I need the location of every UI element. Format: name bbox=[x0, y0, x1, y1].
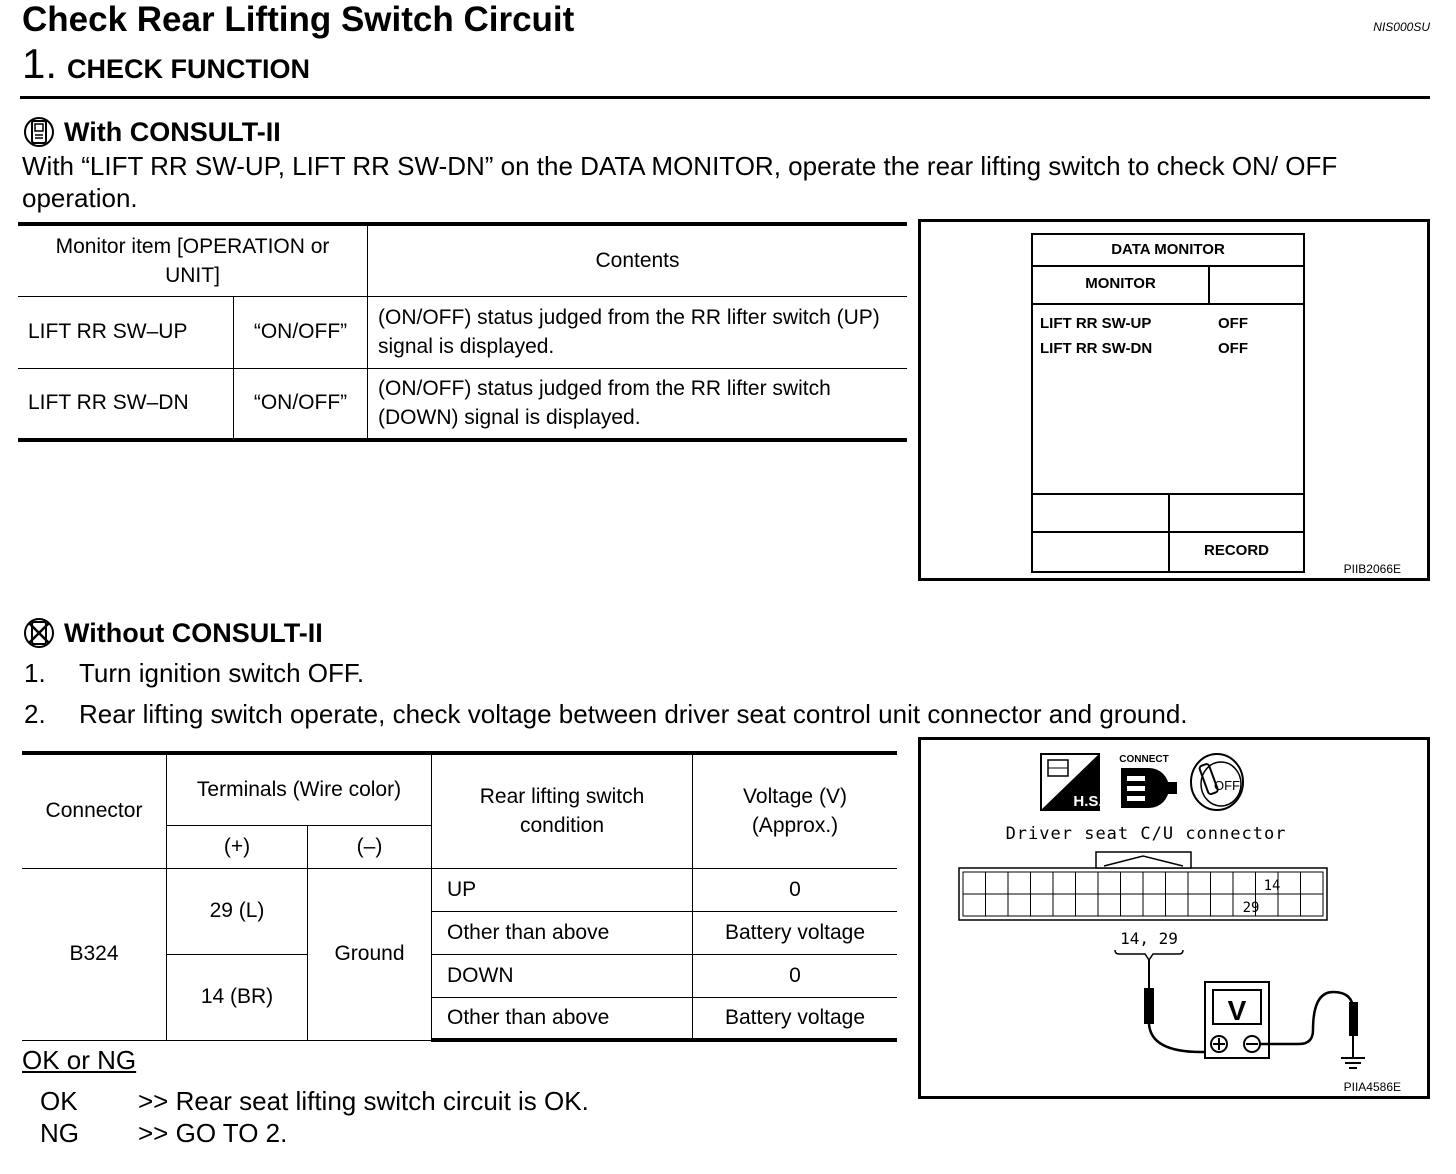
ground-icon bbox=[1260, 992, 1365, 1068]
connector-label: Driver seat C/U connector bbox=[1005, 824, 1287, 844]
monitor-item-header: Monitor item [OPERATION or UNIT] bbox=[18, 224, 368, 296]
monitor-contents: (ON/OFF) status judged from the RR lifter switch (UP) signal is displayed. bbox=[368, 296, 908, 368]
condition-value: Other than above bbox=[432, 997, 693, 1040]
result-heading: OK or NG bbox=[22, 1045, 137, 1075]
test-probe-icon bbox=[1144, 988, 1209, 1052]
data-monitor-screen bbox=[1031, 233, 1305, 573]
monitor-label: MONITOR bbox=[1085, 275, 1156, 292]
step-label: CHECK FUNCTION bbox=[67, 54, 311, 84]
voltage-header: Voltage (V) (Approx.) bbox=[693, 753, 898, 868]
monitor-item-table bbox=[18, 222, 907, 442]
terminal-value: 14 (BR) bbox=[167, 954, 308, 1040]
pin-14-label: 14 bbox=[1263, 878, 1281, 894]
no-consult-tool-icon bbox=[22, 617, 56, 649]
header-divider bbox=[20, 96, 1430, 99]
ng-result: >> GO TO 2. bbox=[138, 1118, 288, 1148]
voltage-check-table bbox=[22, 751, 897, 1042]
record-button: RECORD bbox=[1203, 542, 1269, 559]
monitor-item: LIFT RR SW–UP bbox=[18, 296, 234, 368]
reference-code: NIS000SU bbox=[1373, 20, 1430, 34]
figure-code: PIIB2066E bbox=[1343, 562, 1401, 576]
minus-header: (–) bbox=[308, 825, 432, 868]
plus-header: (+) bbox=[167, 825, 308, 868]
connector-header: Connector bbox=[22, 753, 167, 868]
ignition-off-icon bbox=[1191, 754, 1243, 810]
monitor-unit: “ON/OFF” bbox=[234, 296, 368, 368]
voltage-value: 0 bbox=[693, 868, 898, 911]
list-item: 1. Turn ignition switch OFF. bbox=[24, 658, 365, 688]
voltage-value: Battery voltage bbox=[693, 997, 898, 1040]
condition-value: Other than above bbox=[432, 911, 693, 954]
harness-side-badge-icon bbox=[1041, 754, 1103, 810]
contents-header: Contents bbox=[368, 224, 908, 296]
monitor-contents: (ON/OFF) status judged from the RR lifter switch (DOWN) signal is displayed. bbox=[368, 368, 908, 440]
terminal-value: 29 (L) bbox=[167, 868, 308, 954]
voltage-diagram bbox=[921, 740, 1427, 1096]
ok-key: OK bbox=[40, 1086, 78, 1116]
step-number: 1. bbox=[22, 40, 58, 87]
pin-29-label: 29 bbox=[1242, 900, 1260, 916]
connect-label: CONNECT bbox=[1119, 754, 1169, 765]
ground-value: Ground bbox=[308, 868, 432, 1040]
consult-heading bbox=[22, 116, 281, 148]
condition-header: Rear lifting switch condition bbox=[432, 753, 693, 868]
ng-key: NG bbox=[40, 1118, 79, 1148]
voltage-value: Battery voltage bbox=[693, 911, 898, 954]
condition-value: UP bbox=[432, 868, 693, 911]
list-item: 2. Rear lifting switch operate, check voltage between driver seat control unit connector and ground. bbox=[24, 699, 1188, 729]
data-monitor-title: DATA MONITOR bbox=[1111, 241, 1225, 258]
voltage-value: 0 bbox=[693, 954, 898, 997]
ignition-off-text: OFF bbox=[1214, 778, 1240, 793]
consult-heading-text: With CONSULT-II bbox=[64, 116, 281, 147]
voltmeter-label: V bbox=[1227, 995, 1247, 1026]
condition-value: DOWN bbox=[432, 954, 693, 997]
probe-pins-label: 14, 29 bbox=[1120, 929, 1178, 948]
monitor-item: LIFT RR SW–DN bbox=[18, 368, 234, 440]
monitor-row-value: OFF bbox=[1218, 315, 1248, 332]
monitor-row-name: LIFT RR SW-UP bbox=[1040, 315, 1152, 332]
voltmeter-icon bbox=[1205, 982, 1269, 1058]
consult-instruction: With “LIFT RR SW-UP, LIFT RR SW-DN” on the DATA MONITOR, operate the rear lifting switch to check ON/ OFF operation. bbox=[22, 151, 1338, 213]
step-heading bbox=[22, 40, 310, 88]
no-consult-heading bbox=[22, 617, 323, 649]
consult-tool-icon bbox=[22, 116, 56, 148]
terminals-header: Terminals (Wire color) bbox=[167, 753, 432, 825]
connect-icon bbox=[1119, 754, 1177, 808]
connector-value: B324 bbox=[22, 868, 167, 1040]
hs-badge-text: H.S. bbox=[1073, 793, 1103, 810]
table-row bbox=[22, 868, 897, 911]
table-row bbox=[18, 296, 907, 368]
data-monitor-figure bbox=[918, 219, 1430, 581]
table-row bbox=[18, 368, 907, 440]
monitor-row-name: LIFT RR SW-DN bbox=[1040, 340, 1153, 357]
figure-code: PIIA4586E bbox=[1343, 1080, 1401, 1094]
page-title: Check Rear Lifting Switch Circuit bbox=[22, 0, 575, 39]
connector-voltage-figure bbox=[918, 737, 1430, 1099]
monitor-unit: “ON/OFF” bbox=[234, 368, 368, 440]
monitor-row-value: OFF bbox=[1218, 340, 1248, 357]
ok-result: >> Rear seat lifting switch circuit is OK. bbox=[138, 1086, 589, 1116]
no-consult-heading-text: Without CONSULT-II bbox=[64, 617, 323, 648]
